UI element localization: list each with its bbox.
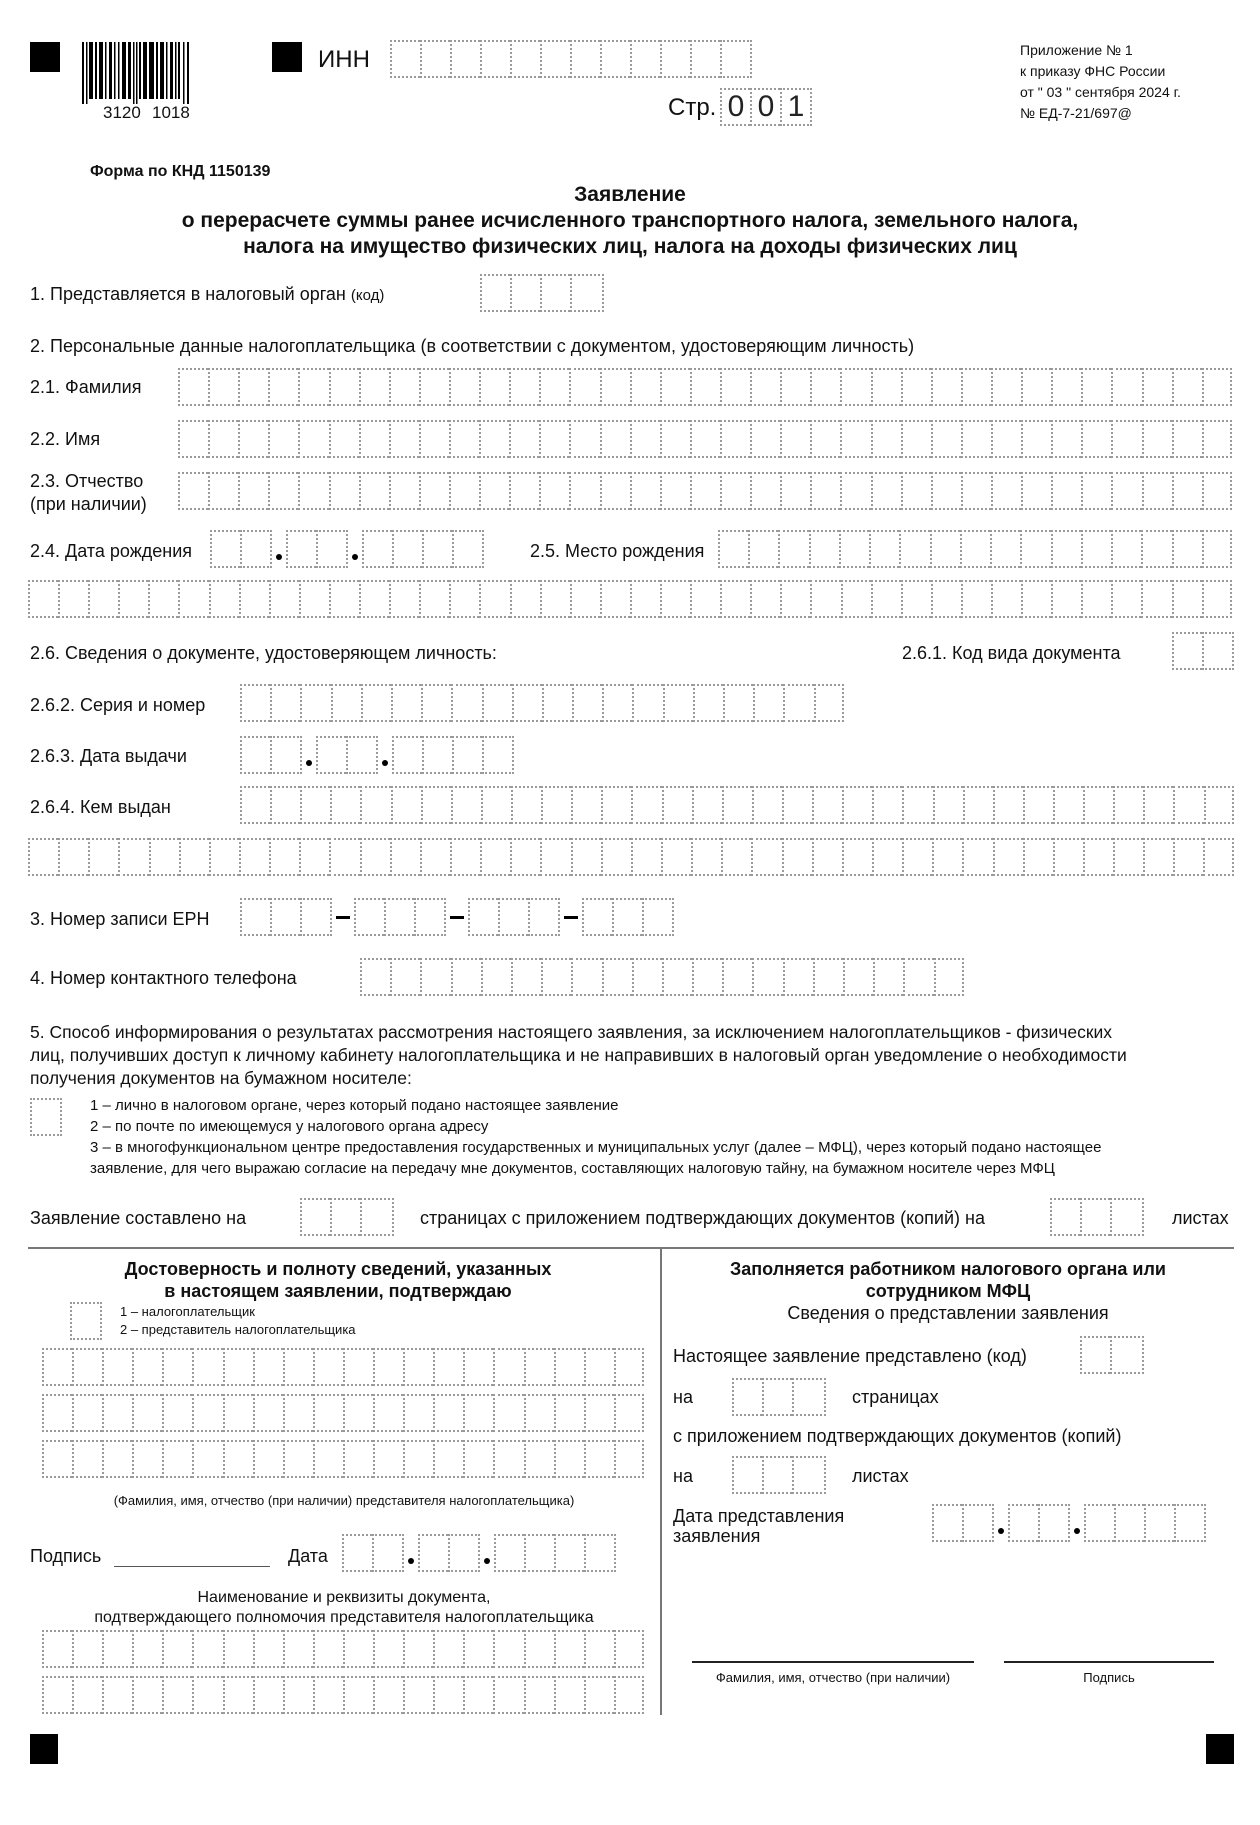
- signature-date-input[interactable]: [342, 1534, 616, 1572]
- authority-doc-input-line2[interactable]: [42, 1676, 644, 1714]
- surname-input[interactable]: [178, 368, 1232, 406]
- personal-data-heading: 2. Персональные данные налогоплательщика (в соответствии с документом, удостоверяющим личность): [30, 336, 915, 356]
- representative-name-caption: (Фамилия, имя, отчество (при наличии) представителя налогоплательщика): [113, 1493, 575, 1508]
- attachments-label: с приложением подтверждающих документов (копий): [673, 1426, 1122, 1446]
- patronymic-label: 2.3. Отчество: [30, 471, 144, 491]
- notification-method-text: 5. Способ информирования о результатах рассмотрения настоящего заявления, за исключением налогоплательщиков - физических: [30, 1022, 1113, 1042]
- page-digit: 0: [720, 88, 750, 126]
- page-number-field: [720, 88, 812, 126]
- birth-date-label: 2.4. Дата рождения: [30, 541, 192, 561]
- submission-code-input[interactable]: [1080, 1336, 1144, 1374]
- sheets-count-input[interactable]: [1050, 1198, 1144, 1236]
- pages-suffix: листах: [1172, 1208, 1229, 1228]
- staff-sheets-input[interactable]: [732, 1456, 826, 1494]
- tax-office-label: 1. Представляется в налоговый орган (код): [30, 284, 385, 304]
- page-label: Стр.: [668, 94, 717, 121]
- staff-section-subtitle: Сведения о представлении заявления: [787, 1303, 1109, 1323]
- representative-name-line1[interactable]: [42, 1348, 644, 1386]
- surname-label: 2.1. Фамилия: [30, 377, 142, 397]
- notification-option-2: 2 – по почте по имеющемуся у налогового органа адресу: [90, 1118, 489, 1135]
- document-type-code-input[interactable]: [1172, 632, 1234, 670]
- staff-fio-line[interactable]: [692, 1661, 974, 1663]
- phone-label: 4. Номер контактного телефона: [30, 968, 297, 988]
- form-title: Заявление: [574, 183, 686, 206]
- corner-marker-bottom-left: [30, 1734, 58, 1764]
- staff-fio-caption: Фамилия, имя, отчество (при наличии): [715, 1670, 951, 1685]
- ern-record-label: 3. Номер записи ЕРН: [30, 909, 210, 929]
- birth-date-input[interactable]: [210, 530, 484, 568]
- appendix-line: Приложение № 1: [1020, 42, 1133, 58]
- pages-count-input[interactable]: [300, 1198, 394, 1236]
- authority-doc-caption-2: подтверждающего полномочия представителя налогоплательщика: [94, 1609, 594, 1626]
- barcode-icon: [82, 42, 192, 104]
- notification-option-3-cont: заявление, для чего выражаю согласие на передачу мне документов, составляющих налоговую тайну, на бумажном носителе через МФЦ: [90, 1160, 1055, 1177]
- notification-method-text-3: получения документов на бумажном носителе:: [30, 1068, 412, 1088]
- birth-place-input-line2[interactable]: [28, 580, 1232, 618]
- issue-date-label: 2.6.3. Дата выдачи: [30, 746, 187, 766]
- authority-doc-caption: Наименование и реквизиты документа,: [197, 1589, 491, 1606]
- representative-name-line3[interactable]: [42, 1440, 644, 1478]
- signature-line[interactable]: [114, 1566, 270, 1567]
- barcode: [82, 42, 192, 104]
- pages-middle: страницах с приложением подтверждающих документов (копий) на: [420, 1208, 985, 1228]
- signer-type-input[interactable]: [70, 1302, 102, 1340]
- submission-code-label: Настоящее заявление представлено (код): [673, 1346, 1027, 1366]
- notification-method-input[interactable]: [30, 1098, 62, 1136]
- submission-date-label: Дата представления: [673, 1506, 845, 1526]
- sheets-label: листах: [852, 1466, 909, 1486]
- signature-label: Подпись: [30, 1546, 102, 1566]
- issue-date-input[interactable]: [240, 736, 514, 774]
- phone-input[interactable]: [360, 958, 964, 996]
- series-number-label: 2.6.2. Серия и номер: [30, 695, 206, 715]
- barcode-number-left: 3120: [103, 103, 141, 122]
- appendix-line: № ЕД-7-21/697@: [1020, 105, 1132, 121]
- staff-pages-input[interactable]: [732, 1378, 826, 1416]
- notification-option-3: 3 – в многофункциональном центре предоставления государственных и муниципальных услуг (далее – МФЦ), через который подано настоящее: [90, 1139, 1102, 1156]
- name-label: 2.2. Имя: [30, 429, 101, 449]
- notification-method-text-2: лиц, получивших доступ к личному кабинету налогоплательщика и не направивших в налоговый орган уведомление о необходимости: [30, 1045, 1127, 1065]
- form-title-line2: о перерасчете суммы ранее исчисленного транспортного налога, земельного налога,: [181, 209, 1079, 232]
- staff-signature-caption: Подпись: [1083, 1670, 1135, 1685]
- representative-name-line2[interactable]: [42, 1394, 644, 1432]
- issued-by-input[interactable]: [240, 786, 1234, 824]
- patronymic-input[interactable]: [178, 472, 1232, 510]
- confirmation-title-2: в настоящем заявлении, подтверждаю: [164, 1281, 512, 1301]
- inn-label: ИНН: [318, 46, 370, 73]
- confirmation-title: Достоверность и полноту сведений, указанных: [124, 1259, 552, 1279]
- birth-place-input[interactable]: [718, 530, 1232, 568]
- staff-section-title-2: сотрудником МФЦ: [865, 1281, 1031, 1301]
- issued-by-input-line2[interactable]: [28, 838, 1234, 876]
- notification-option-1: 1 – лично в налоговом органе, через который подано настоящее заявление: [90, 1097, 619, 1114]
- document-type-code-label: 2.6.1. Код вида документа: [902, 643, 1121, 663]
- pages-label: страницах: [852, 1387, 939, 1407]
- staff-section-title: Заполняется работником налогового органа или: [729, 1259, 1166, 1279]
- form-title-line3: налога на имущество физических лиц, налога на доходы физических лиц: [243, 235, 1017, 258]
- corner-marker-top-left: [30, 42, 60, 72]
- birth-place-label: 2.5. Место рождения: [530, 541, 705, 561]
- date-label: Дата: [288, 1546, 328, 1566]
- on-label: на: [673, 1387, 693, 1407]
- patronymic-label-note: (при наличии): [30, 494, 147, 514]
- on-label-2: на: [673, 1466, 693, 1486]
- appendix-line: от " 03 " сентября 2024 г.: [1020, 84, 1181, 100]
- submission-date-label-2: заявления: [673, 1526, 761, 1546]
- appendix-line: к приказу ФНС России: [1020, 63, 1166, 79]
- staff-signature-line[interactable]: [1004, 1661, 1214, 1663]
- issued-by-label: 2.6.4. Кем выдан: [30, 797, 171, 817]
- id-document-heading: 2.6. Сведения о документе, удостоверяющем личность:: [30, 643, 497, 663]
- signer-option-1: 1 – налогоплательщик: [120, 1304, 255, 1319]
- submission-date-input[interactable]: [932, 1504, 1206, 1542]
- pages-prefix: Заявление составлено на: [30, 1208, 247, 1228]
- signer-option-2: 2 – представитель налогоплательщика: [120, 1322, 356, 1337]
- series-number-input[interactable]: [240, 684, 844, 722]
- name-input[interactable]: [178, 420, 1232, 458]
- corner-marker-bottom-right: [1206, 1734, 1234, 1764]
- barcode-number-right: 1018: [152, 103, 190, 122]
- page-digit: 0: [750, 88, 780, 126]
- authority-doc-input-line1[interactable]: [42, 1630, 644, 1668]
- form-knd: Форма по КНД 1150139: [90, 163, 271, 180]
- corner-marker-top-mid: [272, 42, 302, 72]
- tax-office-code-input[interactable]: [480, 274, 604, 312]
- ern-record-input[interactable]: [240, 898, 674, 936]
- inn-input[interactable]: [390, 40, 752, 78]
- page-digit: 1: [780, 88, 812, 126]
- section-divider: [28, 1247, 1234, 1249]
